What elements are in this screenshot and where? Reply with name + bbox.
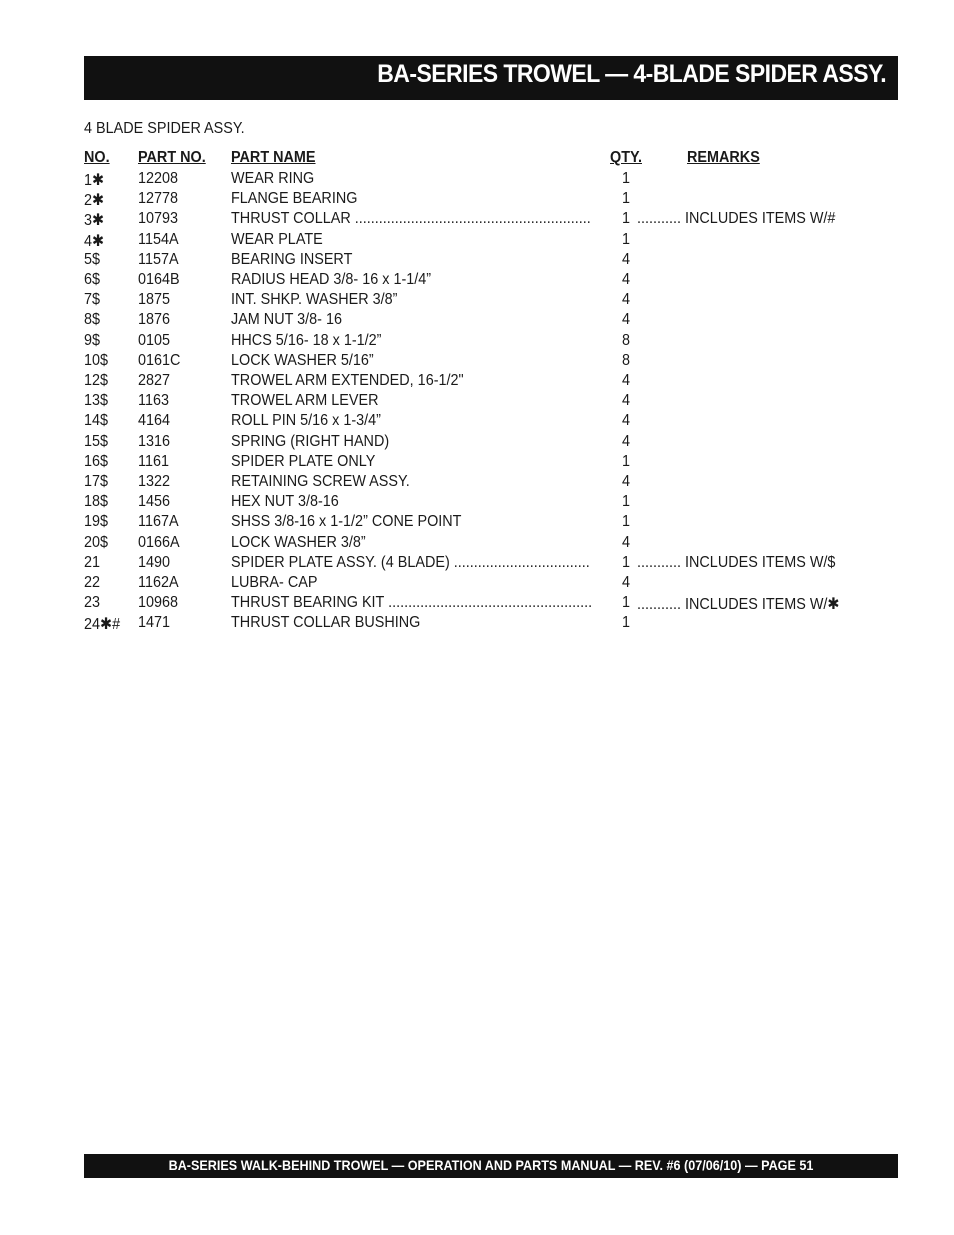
table-row [0, 271, 954, 291]
row-part-no: 12208 [138, 170, 179, 187]
row-qty: 1 [622, 190, 631, 208]
row-part-no: 0164B [138, 271, 180, 288]
table-row [0, 170, 954, 190]
row-part-name: SPIDER PLATE ONLY [231, 452, 376, 470]
row-qty: 4 [622, 250, 631, 268]
row-part-name: SPRING (RIGHT HAND) [231, 432, 390, 450]
row-part-no: 1322 [138, 473, 171, 490]
row-qty: 4 [622, 412, 631, 430]
row-part-no: 10793 [138, 210, 179, 228]
row-part-no: 2827 [138, 372, 171, 389]
row-remarks: ........... INCLUDES ITEMS W/✱ [637, 596, 840, 614]
table-row [0, 513, 954, 533]
table-row [0, 493, 954, 513]
page-header-bar [84, 56, 898, 100]
row-qty: 4 [622, 432, 631, 450]
column-header-remarks: REMARKS [687, 149, 760, 166]
row-part-no: 1490 [138, 553, 171, 571]
row-part-name: RADIUS HEAD 3/8- 16 x 1-1/4” [231, 271, 432, 288]
row-no: 8$ [84, 311, 101, 329]
row-part-name: THRUST COLLAR ........................................................... [231, 210, 591, 228]
table-row [0, 372, 954, 392]
footer-text: BA-SERIES WALK-BEHIND TROWEL — OPERATION AND PARTS MANUAL — REV. #6 (07/06/10) — PAGE 51 [168, 1157, 814, 1173]
row-part-no: 1316 [138, 432, 171, 450]
row-no: 22 [84, 574, 101, 591]
row-part-name: HEX NUT 3/8-16 [231, 493, 339, 511]
column-header-qty: QTY. [610, 149, 643, 166]
column-header-part-name: PART NAME [231, 149, 316, 166]
page-footer-bar [84, 1154, 898, 1178]
row-part-name: JAM NUT 3/8- 16 [231, 311, 342, 329]
table-row [0, 574, 954, 594]
row-part-name: LOCK WASHER 5/16” [231, 351, 374, 369]
row-part-name: WEAR RING [231, 170, 315, 187]
row-no: 15$ [84, 432, 109, 450]
row-part-name: WEAR PLATE [231, 230, 323, 248]
row-no: 21 [84, 553, 101, 571]
row-part-name: THRUST BEARING KIT ................................................... [231, 594, 593, 612]
row-qty: 1 [622, 513, 631, 531]
row-part-no: 10968 [138, 594, 179, 612]
row-part-no: 1163 [138, 392, 169, 410]
row-no: 5$ [84, 250, 101, 268]
table-row [0, 392, 954, 412]
row-part-no: 1167A [138, 513, 179, 531]
row-part-no: 1162A [138, 574, 179, 591]
table-row [0, 251, 954, 271]
row-part-no: 1471 [138, 614, 171, 632]
row-part-no: 1876 [138, 311, 171, 329]
row-qty: 4 [622, 533, 631, 551]
section-title: 4 BLADE SPIDER ASSY. [84, 120, 245, 137]
row-part-name: RETAINING SCREW ASSY. [231, 473, 410, 490]
table-row [0, 210, 954, 230]
row-part-name: SPIDER PLATE ASSY. (4 BLADE) .................................. [231, 553, 590, 571]
row-part-no: 1875 [138, 291, 171, 309]
table-row [0, 614, 954, 634]
row-no: 12$ [84, 372, 109, 389]
table-row [0, 554, 954, 574]
row-no: 18$ [84, 493, 109, 511]
table-row [0, 231, 954, 251]
row-qty: 4 [622, 372, 631, 389]
row-part-name: ROLL PIN 5/16 x 1-3/4” [231, 412, 381, 430]
row-no: 7$ [84, 291, 101, 309]
row-qty: 4 [622, 271, 631, 288]
table-row [0, 534, 954, 554]
row-part-name: BEARING INSERT [231, 250, 353, 268]
table-row [0, 190, 954, 210]
table-row [0, 412, 954, 432]
row-no: 13$ [84, 392, 109, 410]
row-no: 19$ [84, 513, 109, 531]
row-qty: 4 [622, 392, 631, 410]
row-no: 2✱ [84, 192, 105, 210]
row-qty: 4 [622, 574, 631, 591]
table-row [0, 433, 954, 453]
row-no: 1✱ [84, 172, 105, 189]
row-part-name: TROWEL ARM LEVER [231, 392, 379, 410]
page-title: BA-SERIES TROWEL — 4-BLADE SPIDER ASSY. [377, 60, 886, 88]
row-part-no: 0105 [138, 331, 171, 349]
row-qty: 4 [622, 311, 631, 329]
row-qty: 8 [622, 331, 631, 349]
row-no: 10$ [84, 351, 109, 369]
table-row [0, 291, 954, 311]
row-qty: 1 [622, 210, 631, 228]
row-no: 20$ [84, 533, 109, 551]
row-no: 14$ [84, 412, 109, 430]
table-row [0, 332, 954, 352]
row-part-name: LUBRA- CAP [231, 574, 318, 591]
table-row [0, 594, 954, 614]
row-part-no: 4164 [138, 412, 171, 430]
row-qty: 8 [622, 351, 631, 369]
row-part-no: 1154A [138, 230, 179, 248]
row-no: 6$ [84, 271, 101, 288]
table-row [0, 352, 954, 372]
column-header-part-no: PART NO. [138, 149, 206, 166]
row-part-name: SHSS 3/8-16 x 1-1/2” CONE POINT [231, 513, 462, 531]
row-qty: 1 [622, 594, 631, 612]
row-no: 17$ [84, 473, 109, 490]
row-part-name: THRUST COLLAR BUSHING [231, 614, 421, 632]
table-row [0, 473, 954, 493]
row-qty: 1 [622, 170, 631, 187]
row-part-no: 0166A [138, 533, 180, 551]
table-row [0, 453, 954, 473]
row-part-name: LOCK WASHER 3/8” [231, 533, 366, 551]
row-qty: 4 [622, 473, 631, 490]
row-part-name: FLANGE BEARING [231, 190, 358, 208]
row-qty: 4 [622, 291, 631, 309]
row-qty: 1 [622, 493, 631, 511]
row-no: 16$ [84, 452, 109, 470]
row-no: 3✱ [84, 212, 105, 230]
row-part-name: INT. SHKP. WASHER 3/8” [231, 291, 398, 309]
row-qty: 1 [622, 230, 631, 248]
row-no: 24✱# [84, 616, 121, 634]
row-qty: 1 [622, 553, 631, 571]
row-qty: 1 [622, 452, 631, 470]
row-no: 23 [84, 594, 101, 612]
row-part-name: TROWEL ARM EXTENDED, 16-1/2" [231, 372, 464, 389]
table-row [0, 311, 954, 331]
row-part-no: 1161 [138, 452, 169, 470]
row-part-no: 0161C [138, 351, 181, 369]
row-part-no: 1157A [138, 250, 179, 268]
row-part-no: 12778 [138, 190, 179, 208]
row-remarks: ........... INCLUDES ITEMS W/$ [637, 553, 836, 571]
row-no: 4✱ [84, 232, 105, 250]
column-header-no: NO. [84, 149, 110, 166]
row-part-name: HHCS 5/16- 18 x 1-1/2” [231, 331, 382, 349]
row-qty: 1 [622, 614, 631, 632]
row-part-no: 1456 [138, 493, 171, 511]
row-no: 9$ [84, 331, 101, 349]
row-remarks: ........... INCLUDES ITEMS W/# [637, 210, 836, 228]
